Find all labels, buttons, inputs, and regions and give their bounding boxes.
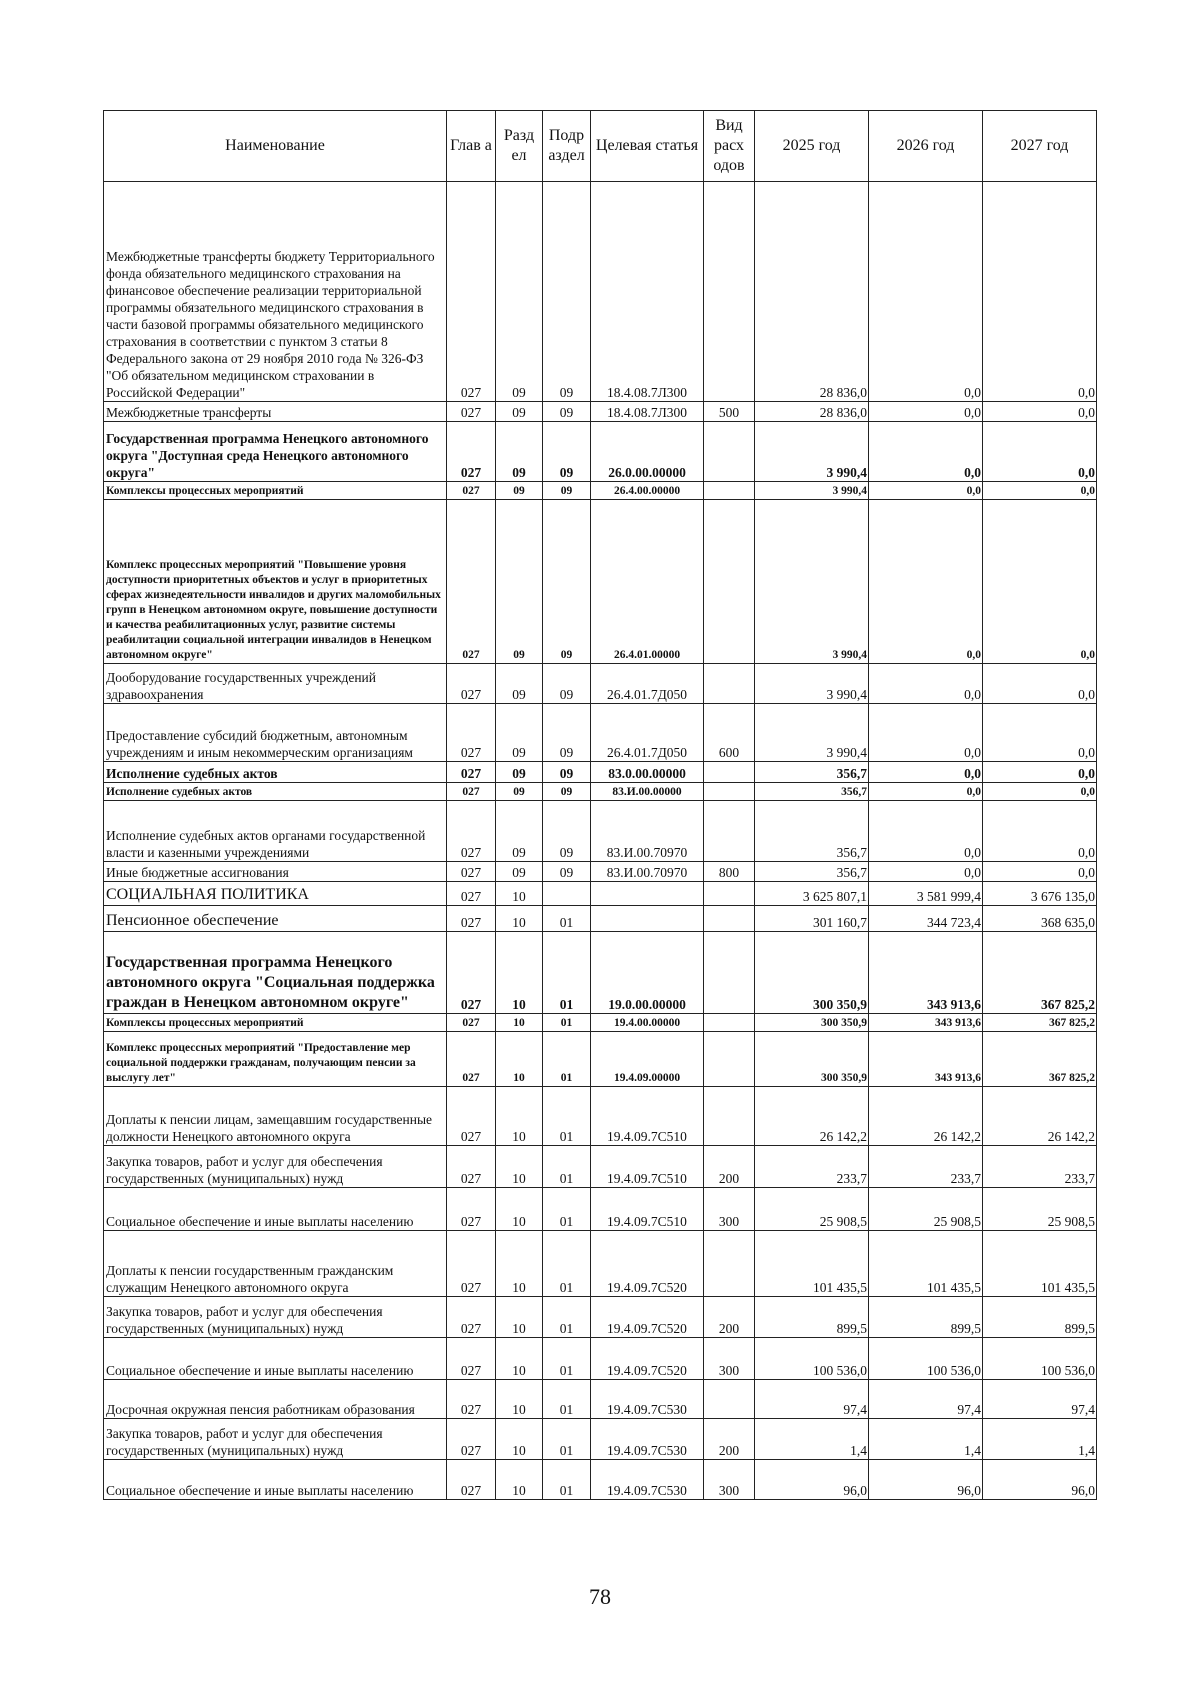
cell-name: Закупка товаров, работ и услуг для обеспечения государственных (муниципальных) нужд: [104, 1146, 447, 1188]
cell-name: Государственная программа Ненецкого автономного округа "Социальная поддержка граждан в Ненецком автономном округе": [104, 932, 447, 1014]
cell-y2026: 0,0: [869, 482, 983, 500]
cell-name: Межбюджетные трансферты: [104, 402, 447, 422]
cell-subsection: 01: [543, 932, 591, 1014]
cell-section: 10: [496, 1231, 543, 1297]
cell-target: 26.4.00.00000: [591, 482, 704, 500]
cell-section: 09: [496, 762, 543, 783]
table-row: [104, 932, 1097, 1014]
cell-expense-type: [704, 500, 755, 664]
cell-section: 10: [496, 1338, 543, 1380]
cell-chapter: 027: [447, 1146, 496, 1188]
cell-y2025: 300 350,9: [755, 1032, 869, 1087]
cell-expense-type: 300: [704, 1338, 755, 1380]
cell-y2025: 96,0: [755, 1460, 869, 1500]
cell-name: Государственная программа Ненецкого автономного округа "Доступная среда Ненецкого автономного округа": [104, 422, 447, 482]
cell-name: Исполнение судебных актов: [104, 783, 447, 801]
cell-y2026: 0,0: [869, 762, 983, 783]
cell-target: 19.4.09.7С530: [591, 1380, 704, 1419]
cell-chapter: 027: [447, 783, 496, 801]
cell-expense-type: [704, 783, 755, 801]
cell-y2026: 0,0: [869, 664, 983, 704]
cell-y2025: 300 350,9: [755, 1014, 869, 1032]
cell-expense-type: [704, 882, 755, 906]
cell-target: 83.И.00.00000: [591, 783, 704, 801]
cell-y2025: 97,4: [755, 1380, 869, 1419]
table-row: [104, 182, 1097, 402]
cell-y2026: 343 913,6: [869, 932, 983, 1014]
cell-expense-type: [704, 801, 755, 862]
cell-y2027: 0,0: [983, 862, 1097, 882]
cell-chapter: 027: [447, 906, 496, 932]
table-row: [104, 1297, 1097, 1338]
cell-y2026: 344 723,4: [869, 906, 983, 932]
cell-y2025: 26 142,2: [755, 1087, 869, 1146]
cell-chapter: 027: [447, 482, 496, 500]
cell-expense-type: [704, 1231, 755, 1297]
table-row: [104, 704, 1097, 762]
cell-y2027: 0,0: [983, 762, 1097, 783]
cell-y2027: 25 908,5: [983, 1188, 1097, 1231]
cell-expense-type: 200: [704, 1419, 755, 1460]
cell-name: Предоставление субсидий бюджетным, автономным учреждениям и иным некоммерческим организациям: [104, 704, 447, 762]
cell-name: Исполнение судебных актов: [104, 762, 447, 783]
table-row: [104, 783, 1097, 801]
cell-section: 09: [496, 862, 543, 882]
cell-y2027: 1,4: [983, 1419, 1097, 1460]
cell-expense-type: 300: [704, 1460, 755, 1500]
cell-y2026: 0,0: [869, 801, 983, 862]
cell-chapter: 027: [447, 422, 496, 482]
cell-target: 26.4.01.7Д050: [591, 664, 704, 704]
cell-subsection: 01: [543, 1419, 591, 1460]
cell-target: 19.4.09.7С510: [591, 1087, 704, 1146]
cell-subsection: 09: [543, 801, 591, 862]
table-row: [104, 1338, 1097, 1380]
cell-section: 10: [496, 1087, 543, 1146]
cell-y2027: 0,0: [983, 783, 1097, 801]
cell-target: 19.4.09.7С510: [591, 1146, 704, 1188]
cell-y2026: 100 536,0: [869, 1338, 983, 1380]
cell-chapter: 027: [447, 500, 496, 664]
cell-y2027: 367 825,2: [983, 932, 1097, 1014]
cell-y2027: 26 142,2: [983, 1087, 1097, 1146]
cell-y2027: 0,0: [983, 182, 1097, 402]
cell-section: 10: [496, 1032, 543, 1087]
cell-name: Межбюджетные трансферты бюджету Территориального фонда обязательного медицинского страхования на финансовое обеспечение реализации территориальной программы обязательного медицинского страхования в части базовой программы обязательного медицинского страхования в соответствии с пунктом 3 статьи 8 Федерального закона от 29 ноября 2010 года № 326-ФЗ "Об обязательном медицинском страховании в Российской Федерации": [104, 182, 447, 402]
cell-subsection: 09: [543, 664, 591, 704]
cell-chapter: 027: [447, 704, 496, 762]
cell-expense-type: [704, 762, 755, 783]
cell-y2025: 3 625 807,1: [755, 882, 869, 906]
cell-y2025: 3 990,4: [755, 704, 869, 762]
cell-chapter: 027: [447, 1297, 496, 1338]
cell-expense-type: [704, 422, 755, 482]
header-2026: 2026 год: [869, 111, 983, 182]
table-row: [104, 906, 1097, 932]
cell-section: 10: [496, 1188, 543, 1231]
cell-chapter: 027: [447, 1087, 496, 1146]
table-row: [104, 500, 1097, 664]
cell-name: Закупка товаров, работ и услуг для обеспечения государственных (муниципальных) нужд: [104, 1297, 447, 1338]
table-row: [104, 762, 1097, 783]
cell-y2026: 0,0: [869, 783, 983, 801]
cell-subsection: 01: [543, 1146, 591, 1188]
cell-subsection: 01: [543, 1338, 591, 1380]
cell-y2027: 367 825,2: [983, 1032, 1097, 1087]
cell-chapter: 027: [447, 664, 496, 704]
header-section: Разд ел: [496, 111, 543, 182]
cell-y2025: 356,7: [755, 762, 869, 783]
cell-expense-type: 200: [704, 1146, 755, 1188]
table-row: [104, 801, 1097, 862]
cell-target: 19.0.00.00000: [591, 932, 704, 1014]
cell-subsection: 09: [543, 762, 591, 783]
cell-target: 83.И.00.70970: [591, 801, 704, 862]
cell-y2027: 97,4: [983, 1380, 1097, 1419]
cell-y2025: 1,4: [755, 1419, 869, 1460]
header-chapter: Глав а: [447, 111, 496, 182]
cell-chapter: 027: [447, 1188, 496, 1231]
cell-section: 10: [496, 1146, 543, 1188]
cell-y2026: 26 142,2: [869, 1087, 983, 1146]
cell-y2027: 0,0: [983, 422, 1097, 482]
cell-y2026: 25 908,5: [869, 1188, 983, 1231]
cell-section: 09: [496, 482, 543, 500]
cell-expense-type: [704, 482, 755, 500]
table-row: [104, 664, 1097, 704]
cell-section: 09: [496, 783, 543, 801]
cell-y2027: 3 676 135,0: [983, 882, 1097, 906]
table-row: [104, 862, 1097, 882]
cell-section: 09: [496, 500, 543, 664]
cell-name: Доплаты к пенсии лицам, замещавшим государственные должности Ненецкого автономного округа: [104, 1087, 447, 1146]
header-row: [104, 111, 1097, 182]
header-2027: 2027 год: [983, 111, 1097, 182]
cell-chapter: 027: [447, 1338, 496, 1380]
cell-chapter: 027: [447, 932, 496, 1014]
cell-subsection: 01: [543, 1231, 591, 1297]
cell-y2026: 343 913,6: [869, 1032, 983, 1087]
cell-chapter: 027: [447, 1014, 496, 1032]
cell-y2025: 233,7: [755, 1146, 869, 1188]
cell-y2027: 0,0: [983, 500, 1097, 664]
cell-y2027: 899,5: [983, 1297, 1097, 1338]
cell-name: Пенсионное обеспечение: [104, 906, 447, 932]
cell-y2027: 0,0: [983, 402, 1097, 422]
cell-subsection: 01: [543, 1297, 591, 1338]
table-row: [104, 1087, 1097, 1146]
header-2025: 2025 год: [755, 111, 869, 182]
cell-section: 10: [496, 1380, 543, 1419]
cell-target: [591, 882, 704, 906]
cell-chapter: 027: [447, 1380, 496, 1419]
cell-target: 18.4.08.7Л300: [591, 402, 704, 422]
table-row: [104, 1380, 1097, 1419]
cell-target: 83.И.00.70970: [591, 862, 704, 882]
cell-chapter: 027: [447, 801, 496, 862]
cell-y2026: 101 435,5: [869, 1231, 983, 1297]
cell-section: 09: [496, 182, 543, 402]
cell-y2026: 1,4: [869, 1419, 983, 1460]
cell-y2026: 0,0: [869, 422, 983, 482]
cell-name: Закупка товаров, работ и услуг для обеспечения государственных (муниципальных) нужд: [104, 1419, 447, 1460]
cell-section: 10: [496, 1460, 543, 1500]
cell-chapter: 027: [447, 182, 496, 402]
cell-name: Доплаты к пенсии государственным гражданским служащим Ненецкого автономного округа: [104, 1231, 447, 1297]
cell-y2026: 899,5: [869, 1297, 983, 1338]
cell-target: 83.0.00.00000: [591, 762, 704, 783]
table-row: [104, 1231, 1097, 1297]
cell-chapter: 027: [447, 402, 496, 422]
cell-section: 09: [496, 801, 543, 862]
cell-subsection: 09: [543, 402, 591, 422]
cell-section: 09: [496, 402, 543, 422]
cell-expense-type: [704, 1380, 755, 1419]
cell-expense-type: 800: [704, 862, 755, 882]
header-subsection: Подр аздел: [543, 111, 591, 182]
budget-table: [103, 110, 1097, 1500]
cell-name: Комплекс процессных мероприятий "Повышение уровня доступности приоритетных объектов и услуг в приоритетных сферах жизнедеятельности инвалидов и других маломобильных групп в Ненецком автономном округе, повышение доступности и качества реабилитационных услуг, развитие системы реабилитации социальной интеграции инвалидов в Ненецком автономном округе": [104, 500, 447, 664]
cell-y2025: 301 160,7: [755, 906, 869, 932]
cell-expense-type: [704, 1014, 755, 1032]
cell-y2026: 96,0: [869, 1460, 983, 1500]
cell-subsection: 01: [543, 1087, 591, 1146]
cell-subsection: 09: [543, 482, 591, 500]
cell-y2026: 0,0: [869, 704, 983, 762]
cell-name: Досрочная окружная пенсия работникам образования: [104, 1380, 447, 1419]
cell-expense-type: [704, 664, 755, 704]
cell-y2026: 3 581 999,4: [869, 882, 983, 906]
cell-y2026: 0,0: [869, 500, 983, 664]
cell-expense-type: 200: [704, 1297, 755, 1338]
header-expense-type: Вид расх одов: [704, 111, 755, 182]
cell-section: 10: [496, 1419, 543, 1460]
cell-name: Комплексы процессных мероприятий: [104, 482, 447, 500]
table-row: [104, 482, 1097, 500]
cell-y2025: 28 836,0: [755, 182, 869, 402]
cell-section: 09: [496, 704, 543, 762]
cell-y2025: 101 435,5: [755, 1231, 869, 1297]
cell-expense-type: [704, 906, 755, 932]
cell-subsection: 01: [543, 1032, 591, 1087]
cell-y2025: 3 990,4: [755, 482, 869, 500]
cell-target: 26.0.00.00000: [591, 422, 704, 482]
cell-name: СОЦИАЛЬНАЯ ПОЛИТИКА: [104, 882, 447, 906]
cell-name: Комплексы процессных мероприятий: [104, 1014, 447, 1032]
cell-y2027: 0,0: [983, 704, 1097, 762]
table-row: [104, 882, 1097, 906]
cell-chapter: 027: [447, 762, 496, 783]
header-target: Целевая статья: [591, 111, 704, 182]
cell-section: 09: [496, 422, 543, 482]
cell-target: 18.4.08.7Л300: [591, 182, 704, 402]
cell-expense-type: 500: [704, 402, 755, 422]
cell-target: 26.4.01.00000: [591, 500, 704, 664]
table-row: [104, 1146, 1097, 1188]
table-row: [104, 422, 1097, 482]
cell-subsection: 09: [543, 862, 591, 882]
cell-y2027: 233,7: [983, 1146, 1097, 1188]
cell-y2025: 356,7: [755, 862, 869, 882]
cell-section: 10: [496, 932, 543, 1014]
cell-subsection: 09: [543, 422, 591, 482]
cell-y2026: 0,0: [869, 182, 983, 402]
cell-target: 19.4.09.00000: [591, 1032, 704, 1087]
cell-expense-type: 300: [704, 1188, 755, 1231]
cell-name: Социальное обеспечение и иные выплаты населению: [104, 1338, 447, 1380]
cell-target: 19.4.09.7С520: [591, 1297, 704, 1338]
cell-y2025: 28 836,0: [755, 402, 869, 422]
cell-name: Социальное обеспечение и иные выплаты населению: [104, 1460, 447, 1500]
cell-name: Комплекс процессных мероприятий "Предоставление мер социальной поддержки гражданам, получающим пенсии за выслугу лет": [104, 1032, 447, 1087]
cell-expense-type: [704, 932, 755, 1014]
page-number: 78: [589, 1584, 611, 1609]
cell-y2026: 0,0: [869, 402, 983, 422]
cell-subsection: 09: [543, 783, 591, 801]
cell-subsection: 01: [543, 1460, 591, 1500]
cell-expense-type: [704, 1087, 755, 1146]
cell-y2027: 368 635,0: [983, 906, 1097, 932]
cell-y2025: 25 908,5: [755, 1188, 869, 1231]
cell-chapter: 027: [447, 882, 496, 906]
cell-y2027: 100 536,0: [983, 1338, 1097, 1380]
cell-section: 10: [496, 882, 543, 906]
cell-y2027: 101 435,5: [983, 1231, 1097, 1297]
table-body: [104, 182, 1097, 1500]
cell-expense-type: [704, 182, 755, 402]
cell-section: 10: [496, 1297, 543, 1338]
cell-y2026: 343 913,6: [869, 1014, 983, 1032]
cell-y2027: 367 825,2: [983, 1014, 1097, 1032]
cell-y2025: 300 350,9: [755, 932, 869, 1014]
cell-y2027: 96,0: [983, 1460, 1097, 1500]
cell-y2026: 233,7: [869, 1146, 983, 1188]
cell-section: 09: [496, 664, 543, 704]
header-name: Наименование: [104, 111, 447, 182]
cell-target: 19.4.00.00000: [591, 1014, 704, 1032]
cell-chapter: 027: [447, 1032, 496, 1087]
cell-subsection: 01: [543, 1380, 591, 1419]
table-row: [104, 1188, 1097, 1231]
cell-target: 19.4.09.7С510: [591, 1188, 704, 1231]
cell-expense-type: 600: [704, 704, 755, 762]
cell-y2025: 899,5: [755, 1297, 869, 1338]
cell-chapter: 027: [447, 1460, 496, 1500]
cell-expense-type: [704, 1032, 755, 1087]
cell-chapter: 027: [447, 862, 496, 882]
cell-subsection: 09: [543, 704, 591, 762]
cell-y2025: 3 990,4: [755, 664, 869, 704]
cell-subsection: 01: [543, 1188, 591, 1231]
cell-name: Иные бюджетные ассигнования: [104, 862, 447, 882]
cell-name: Социальное обеспечение и иные выплаты населению: [104, 1188, 447, 1231]
cell-target: 19.4.09.7С530: [591, 1419, 704, 1460]
cell-subsection: 09: [543, 500, 591, 664]
cell-y2027: 0,0: [983, 482, 1097, 500]
cell-y2025: 3 990,4: [755, 500, 869, 664]
cell-y2027: 0,0: [983, 801, 1097, 862]
table-row: [104, 1014, 1097, 1032]
cell-chapter: 027: [447, 1231, 496, 1297]
cell-target: 19.4.09.7С530: [591, 1460, 704, 1500]
cell-y2026: 97,4: [869, 1380, 983, 1419]
cell-subsection: [543, 882, 591, 906]
cell-y2027: 0,0: [983, 664, 1097, 704]
table-row: [104, 402, 1097, 422]
cell-subsection: 01: [543, 906, 591, 932]
cell-chapter: 027: [447, 1419, 496, 1460]
cell-y2026: 0,0: [869, 862, 983, 882]
table-row: [104, 1032, 1097, 1087]
cell-name: Исполнение судебных актов органами государственной власти и казенными учреждениями: [104, 801, 447, 862]
cell-target: 26.4.01.7Д050: [591, 704, 704, 762]
cell-y2025: 100 536,0: [755, 1338, 869, 1380]
cell-y2025: 356,7: [755, 783, 869, 801]
table-row: [104, 1419, 1097, 1460]
cell-section: 10: [496, 906, 543, 932]
cell-subsection: 01: [543, 1014, 591, 1032]
table-row: [104, 1460, 1097, 1500]
cell-target: 19.4.09.7С520: [591, 1231, 704, 1297]
cell-y2025: 356,7: [755, 801, 869, 862]
cell-name: Дооборудование государственных учреждений здравоохранения: [104, 664, 447, 704]
cell-section: 10: [496, 1014, 543, 1032]
cell-y2025: 3 990,4: [755, 422, 869, 482]
cell-target: 19.4.09.7С520: [591, 1338, 704, 1380]
cell-target: [591, 906, 704, 932]
cell-subsection: 09: [543, 182, 591, 402]
